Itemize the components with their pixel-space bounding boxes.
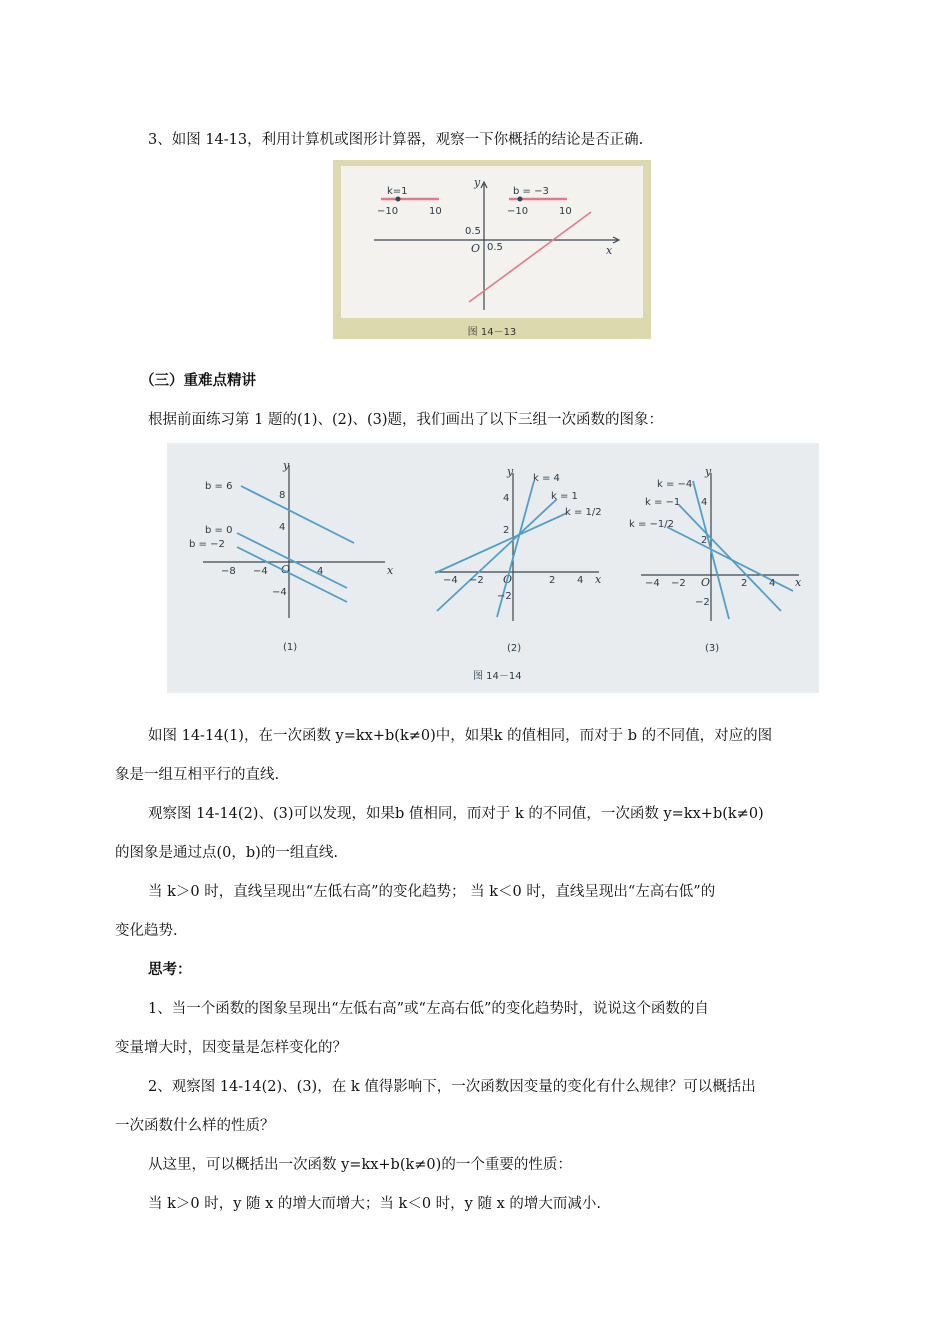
p1-x-tick-3: 4 (317, 566, 324, 577)
p3-axis-y: y (705, 465, 712, 478)
p1-axis-y: y (283, 459, 290, 472)
figure-14-13-caption: 图 14－13 (467, 327, 517, 338)
p3-x-tick-3: 2 (741, 578, 748, 589)
p1-y-tick-1: 8 (279, 490, 286, 501)
question-1b: 变量增大时，因变量是怎样变化的？ (115, 1040, 347, 1056)
question-1a: 1、当一个函数的图象呈现出“左低右高”或“左高右低”的变化趋势时，说说这个函数的自 (148, 1001, 709, 1017)
p3-k-label-1: k = −4 (657, 479, 693, 490)
p3-y-tick-1: 4 (701, 497, 708, 508)
para-2a: 观察图 14-14(2)、(3)可以发现，如果b 值相同，而对于 k 的不同值，一次函数 y=kx+b(k≠0) (148, 806, 764, 822)
slider-k-min: −10 (377, 206, 399, 217)
slider-b-max: 10 (559, 206, 572, 217)
p3-origin: O (701, 576, 711, 589)
p3-y-tick-2: 2 (701, 535, 708, 546)
p1-x-tick-2: −4 (253, 566, 268, 577)
p3-x-tick-1: −4 (645, 578, 660, 589)
para-2b: 的图象是通过点(0，b)的一组直线. (115, 845, 338, 861)
p2-y-tick-1: 4 (503, 493, 510, 504)
p2-label: (2) (507, 643, 522, 654)
figure-14-13 (333, 160, 651, 339)
p2-k-label-3: k = 1/2 (565, 507, 602, 518)
p2-axis-x: x (595, 573, 602, 586)
p3-axis-x: x (795, 576, 802, 589)
tick-y-05: 0.5 (465, 226, 481, 237)
p3-label: (3) (705, 643, 720, 654)
p3-x-tick-2: −2 (671, 578, 686, 589)
p1-b-label-1: b = 6 (205, 481, 233, 492)
property-intro: 从这里，可以概括出一次函数 y=kx+b(k≠0)的一个重要的性质： (148, 1157, 572, 1173)
p2-axis-y: y (507, 465, 514, 478)
slider-b-handle[interactable] (518, 197, 523, 202)
p2-line-khalf (435, 513, 567, 573)
p2-k-label-2: k = 1 (551, 491, 578, 502)
section3-intro: 3、如图 14-13，利用计算机或图形计算器，观察一下你概括的结论是否正确. (148, 132, 644, 148)
p3-k-label-3: k = −1/2 (629, 519, 674, 530)
p1-b-label-2: b = 0 (205, 525, 233, 536)
p2-k-label-1: k = 4 (533, 473, 560, 484)
slider-k-max: 10 (429, 206, 442, 217)
p1-line-b6 (241, 486, 354, 543)
p1-y-tick-2: 4 (279, 522, 286, 533)
slider-k-handle[interactable] (396, 197, 401, 202)
para-3b: 变化趋势. (115, 923, 178, 939)
p2-x-tick-2: −2 (469, 575, 484, 586)
tick-x-05: 0.5 (487, 242, 503, 253)
p2-y-tick-2: 2 (503, 525, 510, 536)
p1-origin: O (281, 563, 291, 576)
axis-x-label: x (606, 244, 613, 257)
para-1a: 如图 14-14(1)，在一次函数 y=kx+b(k≠0)中，如果k 的值相同，而对于 b 的不同值，对应的图 (148, 728, 773, 744)
p2-y-tick-3: −2 (497, 591, 512, 602)
p2-x-tick-4: 4 (577, 575, 584, 586)
para-3a: 当 k＞0 时，直线呈现出“左低右高”的变化趋势； 当 k＜0 时，直线呈现出“左高右低”的 (148, 884, 716, 900)
p2-x-tick-3: 2 (549, 575, 556, 586)
slider-b-label: b = −3 (513, 186, 549, 197)
slider-b-min: −10 (507, 206, 529, 217)
p2-x-tick-1: −4 (443, 575, 458, 586)
question-2b: 一次函数什么样的性质？ (115, 1118, 275, 1134)
para-1b: 象是一组互相平行的直线. (115, 767, 280, 783)
origin-label: O (471, 242, 481, 255)
intro-groups: 根据前面练习第 1 题的(1)、(2)、(3)题，我们画出了以下三组一次函数的图象： (148, 412, 664, 428)
p1-y-tick-3: −4 (272, 587, 287, 598)
figure-14-13-graph (341, 166, 643, 318)
p1-x-tick-1: −8 (221, 566, 236, 577)
p2-origin: O (503, 573, 513, 586)
property-statement: 当 k＞0 时，y 随 x 的增大而增大；当 k＜0 时，y 随 x 的增大而减小. (148, 1196, 601, 1212)
panel-1 (189, 459, 394, 653)
think-heading: 思考： (148, 962, 192, 978)
heading-three: （三）重难点精讲 (140, 373, 256, 389)
figure-14-14-caption: 图 14－14 (473, 671, 522, 682)
panel-2 (435, 465, 602, 654)
p3-x-tick-4: 4 (769, 578, 776, 589)
figure-14-14-graphs (167, 443, 819, 693)
figure-14-14 (167, 443, 819, 693)
question-2a: 2、观察图 14-14(2)、(3)，在 k 值得影响下，一次函数因变量的变化有什么规律？可以概括出 (148, 1079, 756, 1095)
p3-k-label-2: k = −1 (645, 497, 681, 508)
axis-y-label: y (474, 176, 481, 189)
p1-axis-x: x (387, 564, 394, 577)
p1-line-b0 (237, 533, 347, 588)
p1-label: (1) (283, 642, 298, 653)
p1-b-label-3: b = −2 (189, 539, 225, 550)
slider-k-label: k=1 (387, 186, 408, 197)
p3-y-tick-3: −2 (695, 597, 710, 608)
calculator-screen (341, 166, 643, 318)
graph-line (469, 212, 591, 302)
panel-3 (629, 465, 802, 654)
